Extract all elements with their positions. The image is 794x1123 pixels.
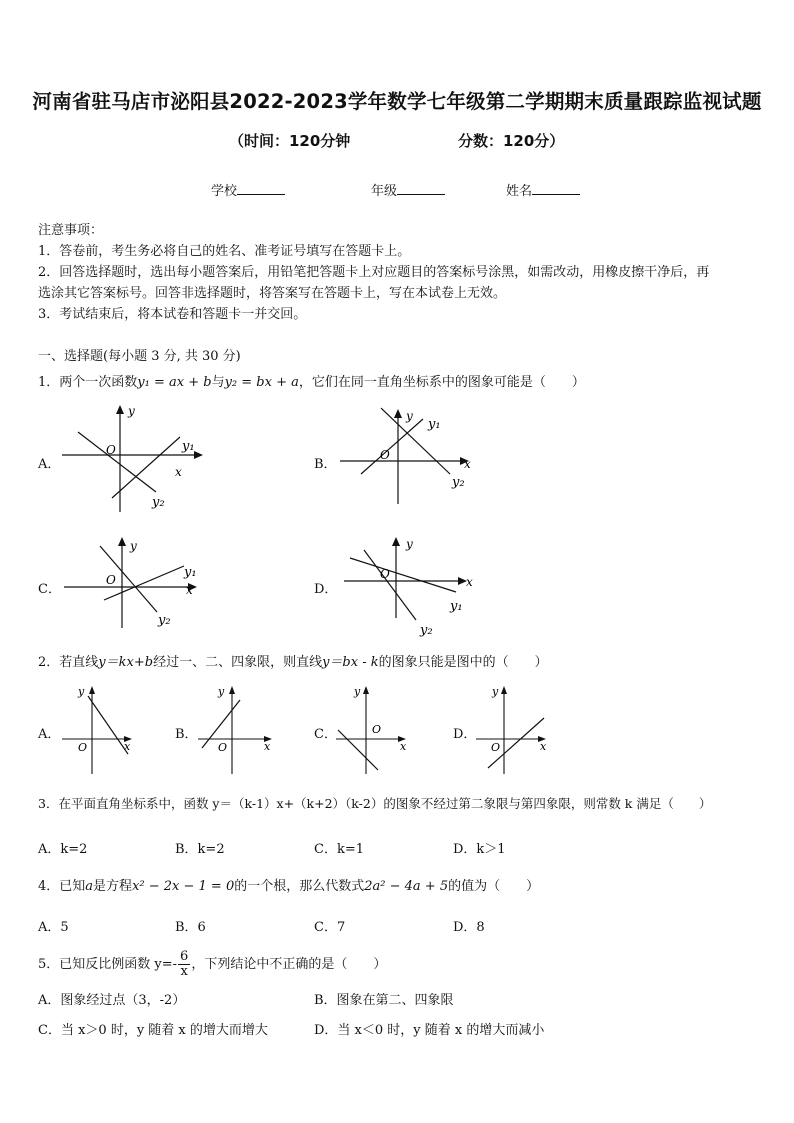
q4-text-mid: 是方程 — [93, 879, 133, 894]
axis-x-label: x — [264, 740, 271, 753]
q5-option-d: D．当 x＜0 时，y 随着 x 的增大而减小 — [314, 1023, 545, 1038]
q3-option-c: C．k=1 — [314, 842, 364, 857]
q2-graph-c — [334, 684, 414, 776]
q1-formula-2: y₂ = bx + a — [224, 375, 299, 390]
line-y2-label: y₂ — [420, 623, 433, 638]
q1-graph-b — [336, 402, 486, 514]
q1-option-a-label: A． — [38, 457, 61, 472]
origin-label: O — [491, 741, 501, 754]
axis-x-label: x — [400, 740, 407, 753]
q2-graph-b — [196, 684, 276, 776]
name-label: 姓名 — [506, 184, 533, 199]
q3-option-d: D．k＞1 — [453, 842, 506, 857]
q1-text-mid: 与 — [211, 375, 225, 390]
origin-label: O — [106, 443, 116, 457]
origin-label: O — [106, 573, 116, 587]
grade-blank — [397, 182, 445, 195]
section-heading: 一、选择题(每小题 3 分, 共 30 分) — [38, 349, 241, 364]
q1-text-post: ，它们在同一直角坐标系中的图象可能是（ ） — [298, 375, 585, 390]
q5-option-a: A．图象经过点（3，-2） — [38, 993, 186, 1008]
origin-label: O — [78, 741, 88, 754]
school-blank — [237, 182, 285, 195]
line-y2-label: y₂ — [152, 495, 165, 510]
question-5 — [38, 950, 386, 979]
question-4 — [38, 876, 539, 897]
grade-field — [371, 180, 445, 199]
origin-label: O — [372, 723, 382, 736]
line-y2-label: y₂ — [158, 613, 171, 628]
q2-option-d-label: D． — [453, 727, 477, 742]
name-field — [506, 180, 580, 199]
name-blank — [532, 182, 580, 195]
notice-item-2-cont: 选涂其它答案标号。回答非选择题时，将答案写在答题卡上，写在本试卷上无效。 — [38, 286, 507, 301]
q2-text-mid: 经过一、二、四象限，则直线 — [153, 655, 323, 670]
axis-y-label: y — [406, 537, 413, 551]
q4-text-post: 的值为（ ） — [448, 879, 540, 894]
origin-label: O — [380, 448, 390, 462]
q1-graph-a — [60, 402, 210, 514]
line-y2-label: y₂ — [452, 475, 465, 490]
q4-option-b: B．6 — [175, 920, 206, 935]
q4-variable: a — [85, 879, 94, 894]
exam-time: （时间：120分钟 — [229, 132, 351, 150]
grade-label: 年级 — [371, 184, 398, 199]
origin-label: O — [218, 741, 228, 754]
q4-option-d: D．8 — [453, 920, 485, 935]
q1-text-pre: 1．两个一次函数 — [38, 375, 138, 390]
school-label: 学校 — [211, 184, 238, 199]
axis-y-label: y — [130, 539, 137, 553]
question-3: 3．在平面直角坐标系中，函数 y＝（k-1）x+（k+2）（k-2）的图象不经过第二象限与第四象限，则常数 k 满足（ ） — [38, 796, 712, 811]
axis-x-label: x — [186, 583, 193, 597]
exam-title: 河南省驻马店市泌阳县2022-2023学年数学七年级第二学期期末质量跟踪监视试题 — [32, 90, 762, 113]
q4-text-mid2: 的一个根，那么代数式 — [234, 879, 365, 894]
q5-fraction — [178, 950, 190, 979]
q1-option-b-label: B． — [314, 457, 337, 472]
axis-y-label: y — [492, 685, 499, 698]
q2-graph-d — [474, 684, 554, 776]
q2-option-a-label: A． — [38, 727, 61, 742]
question-2 — [38, 652, 548, 673]
notice-item-2: 2．回答选择题时，选出每小题答案后，用铅笔把答题卡上对应题目的答案标号涂黑，如需改动，用橡皮擦干净后，再 — [38, 265, 710, 280]
q2-formula-2: y＝bx - k — [322, 655, 379, 670]
axis-y-label: y — [128, 404, 135, 418]
q1-option-c-label: C． — [38, 582, 61, 597]
q2-text-post: 的图象只能是图中的（ ） — [378, 655, 548, 670]
q4-option-c: C．7 — [314, 920, 346, 935]
origin-label: O — [380, 567, 390, 581]
axis-x-label: x — [466, 575, 473, 589]
axis-x-label: x — [540, 740, 547, 753]
line-y1-label: y₁ — [428, 417, 441, 432]
axis-y-label: y — [354, 685, 361, 698]
q5-text-post: ，下列结论中不正确的是（ ） — [191, 957, 387, 972]
q5-option-b: B．图象在第二、四象限 — [314, 993, 454, 1008]
axis-x-label: x — [175, 465, 182, 479]
q2-option-b-label: B． — [175, 727, 198, 742]
q1-option-d-label: D． — [314, 582, 338, 597]
q1-graph-c — [60, 532, 210, 632]
axis-x-label: x — [124, 740, 131, 753]
q5-numerator: 6 — [180, 949, 189, 964]
q2-formula-1: y＝kx+b — [98, 655, 154, 670]
q4-text-pre: 4．已知 — [38, 879, 86, 894]
axis-y-label: y — [218, 685, 225, 698]
q4-option-a: A．5 — [38, 920, 69, 935]
q1-graph-d — [336, 530, 486, 640]
notice-heading: 注意事项： — [38, 223, 104, 238]
notice-item-1: 1．答卷前，考生务必将自己的姓名、准考证号填写在答题卡上。 — [38, 244, 411, 259]
notice-item-3: 3．考试结束后，将本试卷和答题卡一并交回。 — [38, 307, 307, 322]
school-field — [211, 180, 285, 199]
axis-x-label: x — [464, 457, 471, 471]
q2-text-pre: 2．若直线 — [38, 655, 99, 670]
axis-y-label: y — [78, 685, 85, 698]
q4-expression: 2a² − 4a + 5 — [364, 879, 449, 894]
line-y1-label: y₁ — [450, 599, 463, 614]
q2-graph-a — [60, 684, 140, 776]
question-1 — [38, 372, 585, 393]
q3-option-b: B．k=2 — [175, 842, 225, 857]
q5-option-c: C．当 x＞0 时，y 随着 x 的增大而增大 — [38, 1023, 268, 1038]
q2-option-c-label: C． — [314, 727, 337, 742]
q3-option-a: A．k=2 — [38, 842, 88, 857]
axis-y-label: y — [406, 409, 413, 423]
q4-equation: x² − 2x − 1 = 0 — [132, 879, 235, 894]
q5-denominator: x — [180, 964, 188, 979]
exam-score: 分数：120分） — [458, 132, 565, 150]
q1-formula-1: y₁ = ax + b — [137, 375, 212, 390]
line-y1-label: y₁ — [184, 565, 197, 580]
line-y1-label: y₁ — [182, 439, 195, 454]
q5-text-pre: 5．已知反比例函数 y=- — [38, 957, 178, 972]
